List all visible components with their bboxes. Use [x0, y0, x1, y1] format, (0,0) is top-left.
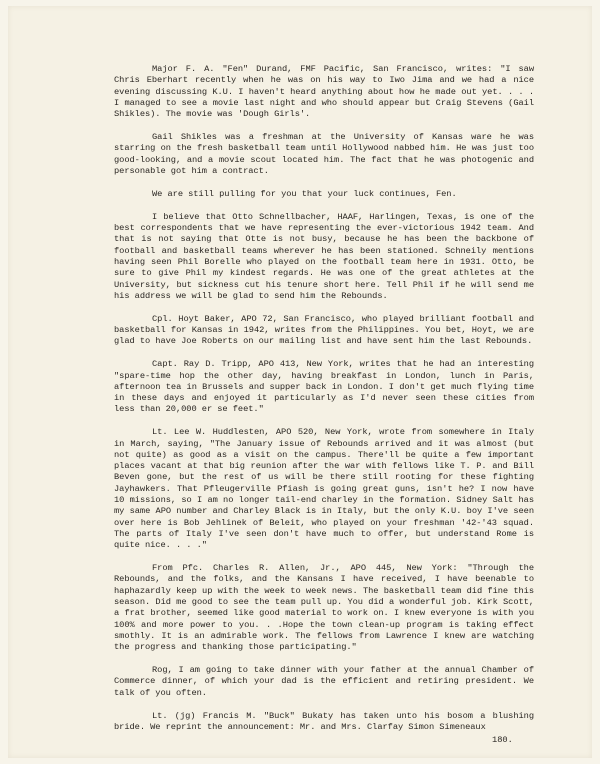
letter-body: [114, 64, 534, 745]
paragraph-pulling: We are still pulling for you that your luck continues, Fen.: [152, 188, 457, 199]
paragraph-allen: From Pfc. Charles R. Allen, Jr., APO 445, New York: "Through the Rebounds, and the folks, and the Kansans I have received, I have beenable to haphazardly keep up with the week to week news. The basketball team did fine this season. Did me good to see the team pull up. You did a wonderful job. Kirk Scott, a frat brother, seemed like good material to work on. I knew everyone is with you 100% and more power to you. . .Hope the town clean-up program is taking effect smothly. It is an admirable work. The fellows from Lawrence I knew are watching the progress and thanking those participating.": [114, 563, 534, 653]
paragraph-durand: Major F. A. "Fen" Durand, FMF Pacific, San Francisco, writes: "I saw Chris Eberhart recently when he was on his way to Iwo Jima and we had a nice evening discussing K.U. I haven't heard anything about how he made out yet. . . . I managed to see a movie last night and who should appear but Craig Stevens (Gail Shikles). The movie was 'Dough Girls'.: [114, 64, 534, 120]
paragraph-bukaty: Lt. (jg) Francis M. "Buck" Bukaty has taken unto his bosom a blushing bride. We reprint the announcement: Mr. and Mrs. Clarfay Simon Simeneaux: [114, 710, 534, 732]
paragraph-tripp: Capt. Ray D. Tripp, APO 413, New York, writes that he had an interesting "spare-time hop the other day, having breakfast in London, lunch in Paris, afternoon tea in Brussels and supper back in London. I don't get much flying time in these days and enjoyed it particularly as I'd never seen these cities from less than 20,000 er se feet.": [114, 359, 534, 415]
paragraph-rog: Rog, I am going to take dinner with your father at the annual Chamber of Commerce dinner, of which your dad is the efficient and retiring president. We talk of you often.: [114, 665, 534, 698]
paragraph-baker: Cpl. Hoyt Baker, APO 72, San Francisco, who played brilliant football and basketball for Kansas in 1942, writes from the Philippines. You bet, Hoyt, we are glad to have Joe Roberts on our mailing list and have sent him the last Rebounds.: [114, 313, 534, 347]
paragraph-schnellbacher: I believe that Otto Schnellbacher, HAAF, Harlingen, Texas, is one of the best correspondents that we have representing the ever-victorious 1942 team. And that is not saying that Otte is not busy, because he has been the backbone of football and basketball teams wherever he has been stationed. Schneily mentions having seen Phil Borelle who played on the football team here in 1931. Otto, be sure to give Phil my kindest regards. He was one of the great athletes at the University, but sickness cut his tenure short here. Tell Phil if he will send me his address we will be glad to send him the Rebounds.: [114, 211, 534, 301]
page-number: 180.: [492, 735, 513, 745]
paragraph-shikles: Gail Shikles was a freshman at the University of Kansas ware he was starring on the fresh basketball team until Hollywood nabbed him. He was just too good-looking, and a movie scout located him. The fact that he was photogenic and personable got him a contract.: [114, 132, 534, 176]
paragraph-huddlesten: Lt. Lee W. Huddlesten, APO 520, New York, wrote from somewhere in Italy in March, saying, "The January issue of Rebounds arrived and it was almost (but not quite) as good as a visit on the campus. There'll be quite a few important places vacant at that big reunion after the war with fellows like T. P. and Bill Beven gone, but the rest of us will be there still rooting for these fighting Jayhawkers. That Pfleugerville Pfiash is going great guns, isn't he? I now have 10 missions, so I am no longer tail-end charley in the formation. Sidney Salt has my same APO number and Charley Black is in Italy, but the only K.U. boy I've seen over here is Bob Jehlinek of Beleit, who played on your freshman '42-'43 squad. The parts of Italy I've seen don't have much to offer, but understand Rome is quite nice. . . .": [114, 427, 534, 551]
